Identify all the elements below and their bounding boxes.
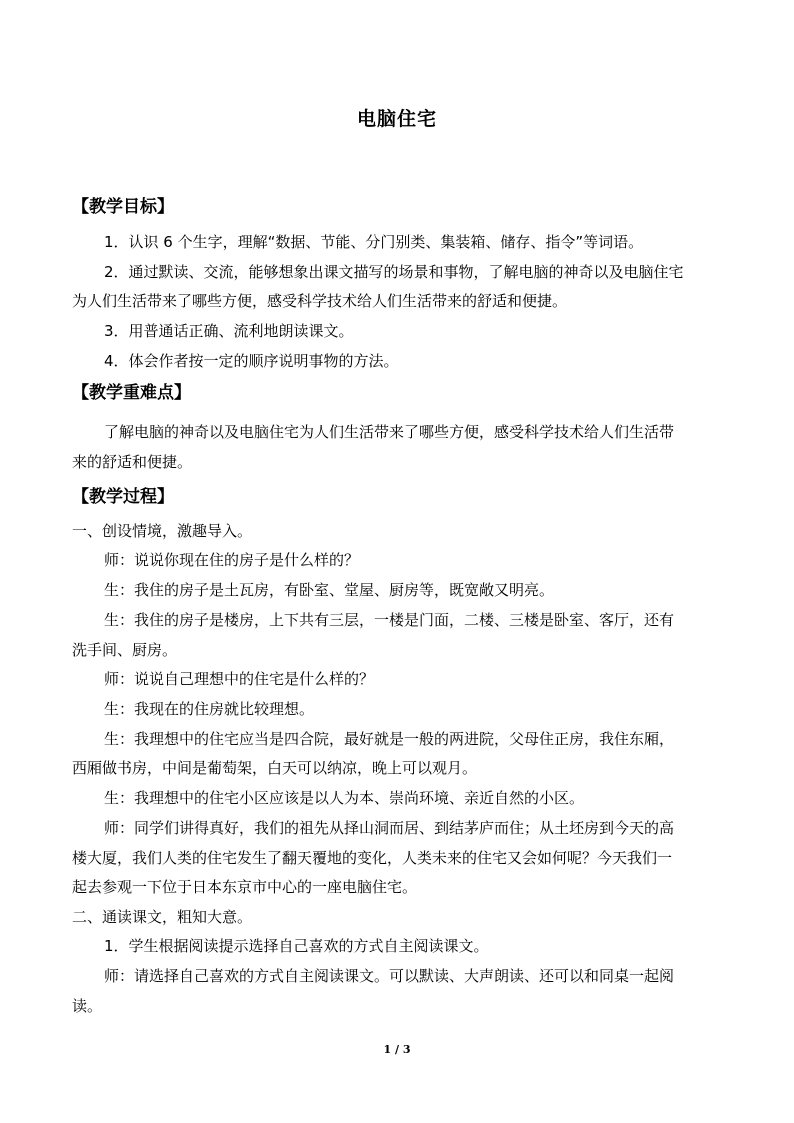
- process-line: 楼大厦，我们人类的住宅发生了翻天覆地的变化，人类未来的住宅又会如何呢？今天我们一: [72, 849, 673, 867]
- process-heading: 【教学过程】: [72, 487, 174, 507]
- process-line: 师：请选择自己喜欢的方式自主阅读课文。可以默读、大声朗读、还可以和同桌一起阅: [104, 967, 675, 985]
- process-line: 生：我住的房子是土瓦房，有卧室、堂屋、厨房等，既宽敞又明亮。: [104, 581, 555, 599]
- process-line: 1．学生根据阅读提示选择自己喜欢的方式自主阅读课文。: [104, 937, 489, 955]
- goal-line: 为人们生活带来了哪些方便，感受科学技术给人们生活带来的舒适和便捷。: [72, 292, 568, 310]
- goal-line: 1．认识 6 个生字，理解“数据、节能、分门别类、集装箱、储存、指令”等词语。: [104, 233, 644, 251]
- process-line: 洗手间、厨房。: [72, 641, 178, 659]
- key-line: 了解电脑的神奇以及电脑住宅为人们生活带来了哪些方便，感受科学技术给人们生活带: [104, 423, 675, 441]
- process-line: 西厢做书房，中间是葡萄架，白天可以纳凉，晚上可以观月。: [72, 759, 478, 777]
- goals-heading: 【教学目标】: [72, 197, 174, 217]
- process-line: 二、通读课文，粗知大意。: [72, 908, 253, 926]
- process-line: 师：说说自己理想中的住宅是什么样的？: [104, 670, 375, 688]
- process-line: 一、创设情境，激趣导入。: [72, 522, 253, 540]
- process-line: 生：我现在的住房就比较理想。: [104, 700, 315, 718]
- process-line: 师：同学们讲得真好，我们的祖先从择山洞而居、到结茅庐而住；从土坯房到今天的高: [104, 819, 675, 837]
- goal-line: 4．体会作者按一定的顺序说明事物的方法。: [104, 352, 399, 370]
- goal-line: 2．通过默读、交流，能够想象出课文描写的场景和事物，了解电脑的神奇以及电脑住宅: [104, 263, 684, 281]
- process-line: 起去参观一下位于日本东京市中心的一座电脑住宅。: [72, 878, 418, 896]
- key-line: 来的舒适和便捷。: [72, 453, 193, 471]
- key-heading: 【教学重难点】: [72, 383, 191, 403]
- page-title: 电脑住宅: [356, 108, 437, 130]
- goal-line: 3．用普通话正确、流利地朗读课文。: [104, 322, 354, 340]
- page-number: 1 / 3: [383, 1043, 411, 1056]
- process-line: 师：说说你现在住的房子是什么样的？: [104, 551, 360, 569]
- process-line: 生：我住的房子是楼房，上下共有三层，一楼是门面，二楼、三楼是卧室、客厅，还有: [104, 611, 675, 629]
- process-line: 生：我理想中的住宅小区应该是以人为本、崇尚环境、亲近自然的小区。: [104, 789, 585, 807]
- process-line: 读。: [72, 997, 103, 1015]
- process-line: 生：我理想中的住宅应当是四合院，最好就是一般的两进院，父母住正房，我住东厢，: [104, 730, 675, 748]
